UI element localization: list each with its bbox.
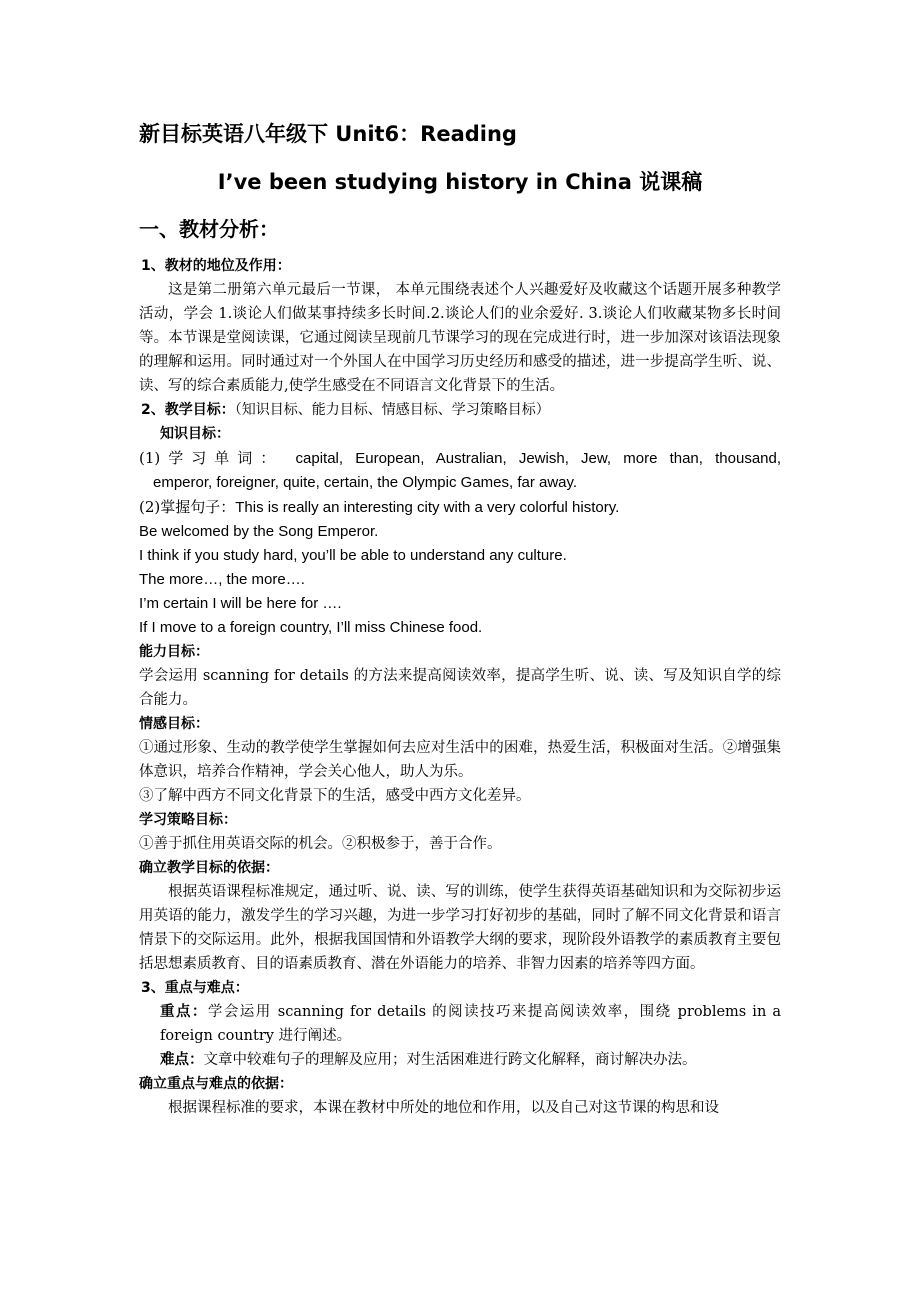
paragraph-position-role: 这是第二册第六单元最后一节课， 本单元围绕表述个人兴趣爱好及收藏这个话题开展多种教学活动，学会 1.谈论人们做某事持续多长时间.2.谈论人们的业余爱好. 3.谈论人们收藏某物多长时间等。本节课是堂阅读课，它通过阅读呈现前几节课学习的现在完成进行时，进一步加深对该语法现象的理解和运用。同时通过对一个外国人在中国学习历史经历和感受的描述，进一步提高学生听、说、读、写的综合素质能力,使学生感受在不同语言文化背景下的生活。 [139,282,781,394]
document-title-line1: 新目标英语八年级下 Unit6：Reading [139,122,517,146]
vocab-line-1 [139,446,781,471]
key-difficult-basis-label: 确立重点与难点的依据： [139,1076,293,1092]
subheading-key-difficult: 3、重点与难点： [141,980,249,996]
sentence-4: The more…, the more…. [139,571,305,588]
document-title-line2: I’ve been studying history in China 说课稿 [217,170,703,194]
sentence-1: This is really an interesting city with a very colorful history. [235,499,620,516]
strategy-goals-text: ①善于抓住用英语交际的机会。②积极参于，善于合作。 [139,836,502,852]
sentence-6: If I move to a foreign country, I’ll miss Chinese food. [139,619,483,636]
ability-goals-text: 学会运用 scanning for details 的方法来提高阅读效率，提高学生听、说、读、写及知识自学的综合能力。 [139,668,781,708]
knowledge-goals-label: 知识目标： [160,426,230,442]
goals-basis-text: 根据英语课程标准规定，通过听、说、读、写的训练，使学生获得英语基础知识和为交际初步运用英语的能力，激发学生的学习兴趣，为进一步学习打好初步的基础，同时了解不同文化背景和语言情景下的交际运用。此外，根据我国国情和外语教学大纲的要求，现阶段外语教学的素质教育主要包括思想素质教育、目的语素质教育、潜在外语能力的培养、非智力因素的培养等四方面。 [139,884,781,972]
vocab-prefix: (1)学习单词： [139,449,284,467]
subheading-teaching-goals [139,398,781,422]
difficult-points-label: 难点： [160,1052,204,1068]
sentence-2: Be welcomed by the Song Emperor. [139,523,379,540]
difficult-points-text: 文章中较难句子的理解及应用；对生活困难进行跨文化解释，商讨解决办法。 [203,1052,697,1068]
subheading-position-role: 1、教材的地位及作用： [141,258,291,274]
teaching-goals-label: 2、教学目标： [141,402,235,418]
goals-basis-label: 确立教学目标的依据： [139,860,279,876]
key-difficult-basis-text: 根据课程标准的要求，本课在教材中所处的地位和作用，以及自己对这节课的构思和设 [168,1100,719,1116]
vocab-words-2: emperor, foreigner, quite, certain, the Olympic Games, far away. [153,474,578,491]
emotion-goals-label: 情感目标： [139,716,209,732]
difficult-points-paragraph [139,1048,781,1072]
teaching-goals-note: （知识目标、能力目标、情感目标、学习策略目标） [234,402,550,418]
document-page [139,118,781,1120]
strategy-goals-label: 学习策略目标： [139,812,237,828]
sentence-3: I think if you study hard, you’ll be able to understand any culture. [139,547,567,564]
emotion-goals-text-2: ③了解中西方不同文化背景下的生活，感受中西方文化差异。 [139,788,531,804]
key-points-text: 学会运用 scanning for details 的阅读技巧来提高阅读效率，围绕 problems in a foreign country 进行阐述。 [160,1004,781,1044]
ability-goals-label: 能力目标： [139,644,209,660]
emotion-goals-text-1: ①通过形象、生动的教学使学生掌握如何去应对生活中的困难，热爱生活，积极面对生活。②增强集体意识，培养合作精神，学会关心他人，助人为乐。 [139,740,781,780]
vocab-words-1: capital, European, Australian, Jewish, Jew, more than, thousand, [295,450,782,467]
key-points-paragraph [139,1000,781,1048]
sentences-line-1 [139,495,781,520]
sentences-prefix: (2)掌握句子： [139,498,236,516]
sentence-5: I’m certain I will be here for …. [139,595,342,612]
section-heading-textbook-analysis: 一、教材分析： [139,217,279,241]
key-points-label: 重点： [160,1004,208,1020]
